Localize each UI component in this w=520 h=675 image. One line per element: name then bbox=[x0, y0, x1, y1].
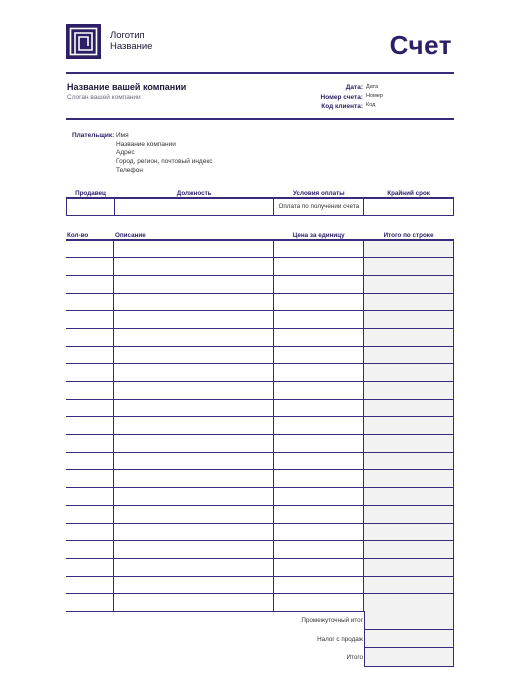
invoice-number-label: Номер счета: bbox=[320, 94, 363, 101]
line-total-cell[interactable] bbox=[364, 488, 454, 506]
unit-price-cell[interactable] bbox=[274, 470, 364, 488]
table-row bbox=[66, 505, 454, 523]
qty-cell[interactable] bbox=[66, 576, 114, 594]
line-total-cell[interactable] bbox=[364, 382, 454, 400]
unit-price-cell[interactable] bbox=[274, 505, 364, 523]
unit-price-cell[interactable] bbox=[274, 311, 364, 329]
table-row bbox=[66, 435, 454, 453]
unit-price-cell[interactable] bbox=[274, 417, 364, 435]
unit-price-cell[interactable] bbox=[274, 382, 364, 400]
sales-tax-value[interactable] bbox=[364, 630, 454, 649]
qty-cell[interactable] bbox=[66, 594, 114, 612]
logo-line-1: Логотип bbox=[110, 30, 145, 41]
line-total-cell[interactable] bbox=[364, 541, 454, 559]
table-row bbox=[66, 258, 454, 276]
line-total-cell[interactable] bbox=[364, 311, 454, 329]
table-row bbox=[66, 382, 454, 400]
line-total-cell[interactable] bbox=[364, 470, 454, 488]
header-divider bbox=[66, 72, 454, 74]
position-cell[interactable] bbox=[114, 198, 274, 215]
terms-table bbox=[66, 189, 454, 216]
sales-tax-label: Налог с продаж bbox=[317, 635, 363, 643]
qty-cell[interactable] bbox=[66, 470, 114, 488]
table-row bbox=[66, 523, 454, 541]
description-cell[interactable] bbox=[114, 558, 274, 576]
line-total-cell[interactable] bbox=[364, 558, 454, 576]
table-row bbox=[66, 399, 454, 417]
payer-company: Название компании bbox=[116, 140, 176, 148]
qty-cell[interactable] bbox=[66, 558, 114, 576]
qty-cell[interactable] bbox=[66, 346, 114, 364]
description-cell[interactable] bbox=[114, 258, 274, 276]
invoice-number-value: Номер bbox=[366, 93, 383, 99]
total-value[interactable] bbox=[364, 648, 454, 667]
table-row bbox=[66, 240, 454, 258]
description-cell[interactable] bbox=[114, 523, 274, 541]
unit-price-cell[interactable] bbox=[274, 328, 364, 346]
payer-address: Адрес bbox=[116, 149, 135, 157]
section-divider bbox=[66, 118, 454, 120]
description-cell[interactable] bbox=[114, 328, 274, 346]
date-value: Дата bbox=[366, 84, 379, 90]
qty-cell[interactable] bbox=[66, 505, 114, 523]
qty-cell[interactable] bbox=[66, 258, 114, 276]
description-cell[interactable] bbox=[114, 399, 274, 417]
table-row bbox=[66, 328, 454, 346]
due-date-cell[interactable] bbox=[364, 198, 454, 215]
unit-price-cell[interactable] bbox=[274, 576, 364, 594]
unit-price-cell[interactable] bbox=[274, 364, 364, 382]
invoice-title: Счет bbox=[389, 30, 452, 60]
terms-row bbox=[67, 198, 454, 215]
description-cell[interactable] bbox=[114, 470, 274, 488]
table-row bbox=[66, 576, 454, 594]
qty-cell[interactable] bbox=[66, 328, 114, 346]
customer-id-label: Код клиента: bbox=[321, 103, 363, 110]
total-row bbox=[274, 648, 454, 667]
table-row bbox=[66, 594, 454, 612]
logo-line-2: Название bbox=[110, 41, 153, 52]
payment-terms-cell[interactable]: Оплата по получении счета bbox=[274, 198, 364, 215]
description-cell[interactable] bbox=[114, 452, 274, 470]
logo-text bbox=[110, 30, 152, 52]
line-total-cell[interactable] bbox=[364, 594, 454, 612]
header-position: Должность bbox=[176, 189, 212, 197]
description-cell[interactable] bbox=[114, 346, 274, 364]
table-row bbox=[66, 541, 454, 559]
totals-block bbox=[274, 611, 454, 667]
header-due-date: Крайний срок bbox=[387, 189, 430, 197]
company-name: Название вашей компании bbox=[67, 82, 187, 92]
qty-cell[interactable] bbox=[66, 364, 114, 382]
header-seller: Продавец bbox=[75, 189, 106, 197]
payer-details bbox=[116, 132, 213, 176]
subtotal-label: Промежуточный итог bbox=[301, 617, 363, 624]
line-total-cell[interactable] bbox=[364, 364, 454, 382]
unit-price-cell[interactable] bbox=[274, 523, 364, 541]
table-row bbox=[66, 488, 454, 506]
sales-tax-row bbox=[274, 630, 454, 649]
header-qty: Кол-во bbox=[67, 231, 89, 239]
line-total-cell[interactable] bbox=[364, 435, 454, 453]
line-total-cell[interactable] bbox=[364, 576, 454, 594]
line-total-cell[interactable] bbox=[364, 452, 454, 470]
seller-cell[interactable] bbox=[67, 198, 115, 215]
line-total-cell[interactable] bbox=[364, 293, 454, 311]
qty-cell[interactable] bbox=[66, 523, 114, 541]
date-label: Дата: bbox=[345, 84, 363, 91]
unit-price-cell[interactable] bbox=[274, 346, 364, 364]
maze-logo-icon bbox=[66, 24, 101, 59]
qty-cell[interactable] bbox=[66, 488, 114, 506]
description-cell[interactable] bbox=[114, 382, 274, 400]
table-row bbox=[66, 364, 454, 382]
description-cell[interactable] bbox=[114, 293, 274, 311]
description-cell[interactable] bbox=[114, 594, 274, 612]
description-cell[interactable] bbox=[114, 541, 274, 559]
line-total-cell[interactable] bbox=[364, 417, 454, 435]
items-table bbox=[66, 231, 454, 612]
description-cell[interactable] bbox=[114, 488, 274, 506]
unit-price-cell[interactable] bbox=[274, 275, 364, 293]
table-row bbox=[66, 558, 454, 576]
total-label: Итого bbox=[346, 654, 363, 661]
table-row bbox=[66, 452, 454, 470]
unit-price-cell[interactable] bbox=[274, 541, 364, 559]
description-cell[interactable] bbox=[114, 311, 274, 329]
table-row bbox=[66, 417, 454, 435]
customer-id-value: Код bbox=[366, 102, 376, 108]
header-description: Описание bbox=[114, 231, 146, 239]
unit-price-cell[interactable] bbox=[274, 558, 364, 576]
payer-name: Имя bbox=[116, 132, 129, 139]
description-cell[interactable] bbox=[114, 275, 274, 293]
line-total-cell[interactable] bbox=[364, 258, 454, 276]
qty-cell[interactable] bbox=[66, 435, 114, 453]
unit-price-cell[interactable] bbox=[274, 435, 364, 453]
line-total-cell[interactable] bbox=[364, 505, 454, 523]
subtotal-value[interactable] bbox=[364, 611, 454, 630]
description-cell[interactable] bbox=[114, 240, 274, 258]
line-total-cell[interactable] bbox=[364, 275, 454, 293]
qty-cell[interactable] bbox=[66, 275, 114, 293]
qty-cell[interactable] bbox=[66, 541, 114, 559]
qty-cell[interactable] bbox=[66, 399, 114, 417]
line-total-cell[interactable] bbox=[364, 240, 454, 258]
unit-price-cell[interactable] bbox=[274, 452, 364, 470]
unit-price-cell[interactable] bbox=[274, 399, 364, 417]
qty-cell[interactable] bbox=[66, 293, 114, 311]
unit-price-cell[interactable] bbox=[274, 594, 364, 612]
header-unit-price: Цена за единицу bbox=[292, 231, 345, 239]
unit-price-cell[interactable] bbox=[274, 488, 364, 506]
unit-price-cell[interactable] bbox=[274, 293, 364, 311]
qty-cell[interactable] bbox=[66, 452, 114, 470]
description-cell[interactable] bbox=[114, 576, 274, 594]
table-row bbox=[66, 293, 454, 311]
items-body bbox=[66, 240, 454, 611]
qty-cell[interactable] bbox=[66, 240, 114, 258]
line-total-cell[interactable] bbox=[364, 346, 454, 364]
description-cell[interactable] bbox=[114, 505, 274, 523]
header-payment-terms: Условия оплаты bbox=[293, 189, 345, 197]
payer-city: Город, регион, почтовый индекс bbox=[116, 158, 213, 166]
description-cell[interactable] bbox=[114, 417, 274, 435]
table-row bbox=[66, 311, 454, 329]
description-cell[interactable] bbox=[114, 364, 274, 382]
line-total-cell[interactable] bbox=[364, 328, 454, 346]
line-total-cell[interactable] bbox=[364, 399, 454, 417]
qty-cell[interactable] bbox=[66, 382, 114, 400]
table-row bbox=[66, 275, 454, 293]
qty-cell[interactable] bbox=[66, 311, 114, 329]
line-total-cell[interactable] bbox=[364, 523, 454, 541]
unit-price-cell[interactable] bbox=[274, 258, 364, 276]
company-slogan: Слоган вашей компании bbox=[67, 94, 141, 101]
description-cell[interactable] bbox=[114, 435, 274, 453]
logo-mark bbox=[66, 24, 101, 59]
table-row bbox=[66, 346, 454, 364]
subtotal-row bbox=[274, 611, 454, 630]
payer-phone: Телефон bbox=[116, 166, 143, 174]
unit-price-cell[interactable] bbox=[274, 240, 364, 258]
qty-cell[interactable] bbox=[66, 417, 114, 435]
table-row bbox=[66, 470, 454, 488]
payer-label: Плательщик: bbox=[72, 132, 115, 139]
header-line-total: Итого по строке bbox=[383, 231, 434, 239]
